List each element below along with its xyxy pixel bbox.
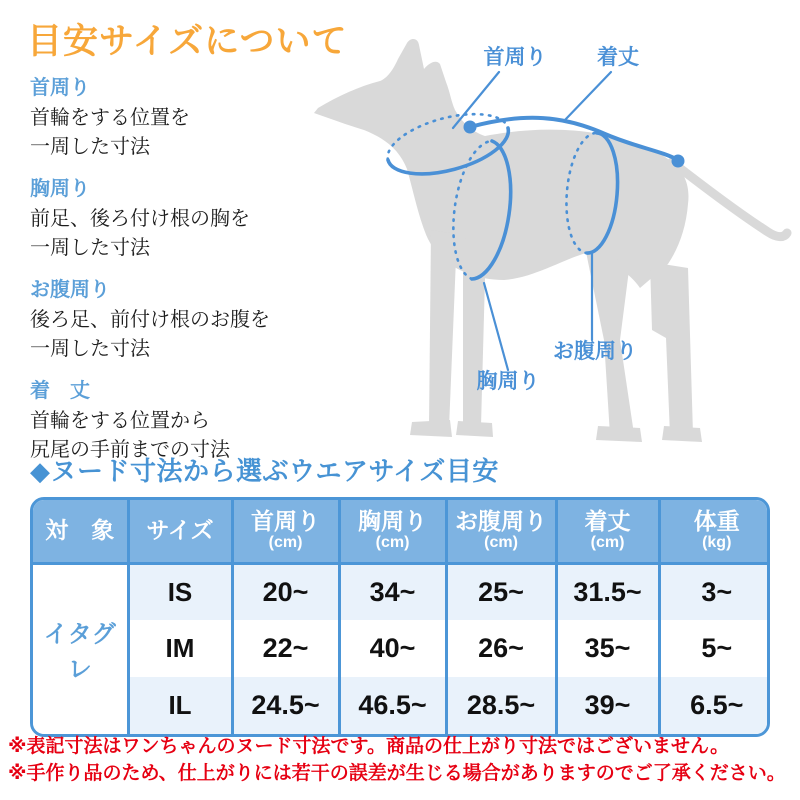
header-label: 対 象 xyxy=(45,517,115,544)
neck-value: 20~ xyxy=(232,563,339,620)
table-row xyxy=(33,620,770,677)
header-neck xyxy=(232,500,339,563)
measure-item-line: 後ろ足、前付け根のお腹を xyxy=(30,309,270,331)
size-cell: IL xyxy=(128,677,232,734)
footer-notes xyxy=(8,733,800,787)
measure-item-line: 前足、後ろ付け根の胸を xyxy=(30,208,250,230)
belly-value: 25~ xyxy=(446,563,556,620)
measure-item-label: お腹周り xyxy=(30,279,110,301)
header-label: お腹周り xyxy=(455,508,547,535)
belly-diagram-label: お腹周り xyxy=(553,340,637,363)
note-line: ※手作り品のため、仕上がりには若干の誤差が生じる場合がありますのでご了承ください。 xyxy=(8,763,786,784)
measure-item-belly xyxy=(30,278,310,364)
chest-value: 46.5~ xyxy=(339,677,446,734)
header-weight xyxy=(659,500,770,563)
header-unit: (cm) xyxy=(268,534,303,552)
measure-item-line: 一周した寸法 xyxy=(30,237,150,259)
header-label: 体重 xyxy=(693,508,740,535)
table-header-row xyxy=(33,500,770,563)
dog-silhouette xyxy=(314,39,787,442)
header-label: 首周り xyxy=(251,508,320,535)
header-belly xyxy=(446,500,556,563)
table-row xyxy=(33,677,770,734)
header-target xyxy=(33,500,128,563)
size-table xyxy=(30,497,770,737)
chest-value: 40~ xyxy=(339,620,446,677)
measure-item-label: 胸周り xyxy=(30,178,90,200)
length-value: 35~ xyxy=(556,620,659,677)
header-unit: (cm) xyxy=(375,534,410,552)
length-diagram-label: 着丈 xyxy=(597,46,639,69)
header-length xyxy=(556,500,659,563)
measure-item-label: 着 丈 xyxy=(30,380,90,402)
weight-value: 3~ xyxy=(659,563,770,620)
neck-value: 24.5~ xyxy=(232,677,339,734)
measure-item-chest xyxy=(30,177,310,263)
measure-item-line: 一周した寸法 xyxy=(30,136,150,158)
neck-value: 22~ xyxy=(232,620,339,677)
neck-leader-line xyxy=(453,72,499,128)
page-title: 目安サイズについて xyxy=(27,22,348,61)
length-end-dot xyxy=(672,155,685,168)
header-label: 着丈 xyxy=(584,508,631,535)
header-unit: (kg) xyxy=(702,534,732,552)
neck-diagram-label: 首周り xyxy=(483,46,547,69)
section-heading: ◆ヌード寸法から選ぶウエアサイズ目安 xyxy=(30,456,499,486)
length-leader-line xyxy=(564,72,611,121)
table-row xyxy=(33,563,770,620)
note-line: ※表記寸法はワンちゃんのヌード寸法です。商品の仕上がり寸法ではございません。 xyxy=(8,736,730,757)
size-cell: IM xyxy=(128,620,232,677)
chest-diagram-label: 胸周り xyxy=(476,370,540,393)
chest-value: 34~ xyxy=(339,563,446,620)
header-label: 胸周り xyxy=(358,508,427,535)
target-cell: イタグレ xyxy=(33,563,128,734)
measure-item-neck xyxy=(30,76,310,162)
header-size xyxy=(128,500,232,563)
header-chest xyxy=(339,500,446,563)
belly-value: 26~ xyxy=(446,620,556,677)
chest-leader-line xyxy=(484,283,508,370)
size-cell: IS xyxy=(128,563,232,620)
measure-guide xyxy=(30,76,310,480)
measure-item-line: 首輪をする位置を xyxy=(30,107,190,129)
weight-value: 5~ xyxy=(659,620,770,677)
length-start-dot xyxy=(464,121,477,134)
belly-value: 28.5~ xyxy=(446,677,556,734)
length-value: 39~ xyxy=(556,677,659,734)
header-unit: (cm) xyxy=(484,534,518,552)
length-value: 31.5~ xyxy=(556,563,659,620)
measure-item-line: 一周した寸法 xyxy=(30,338,150,360)
measure-item-label: 首周り xyxy=(30,77,90,99)
header-unit: (cm) xyxy=(590,534,625,552)
measure-item-line: 首輪をする位置から xyxy=(30,410,210,432)
measure-item-line: 尻尾の手前までの寸法 xyxy=(30,439,230,461)
weight-value: 6.5~ xyxy=(659,677,770,734)
dog-measurement-diagram xyxy=(300,30,800,450)
header-label: サイズ xyxy=(146,517,214,544)
